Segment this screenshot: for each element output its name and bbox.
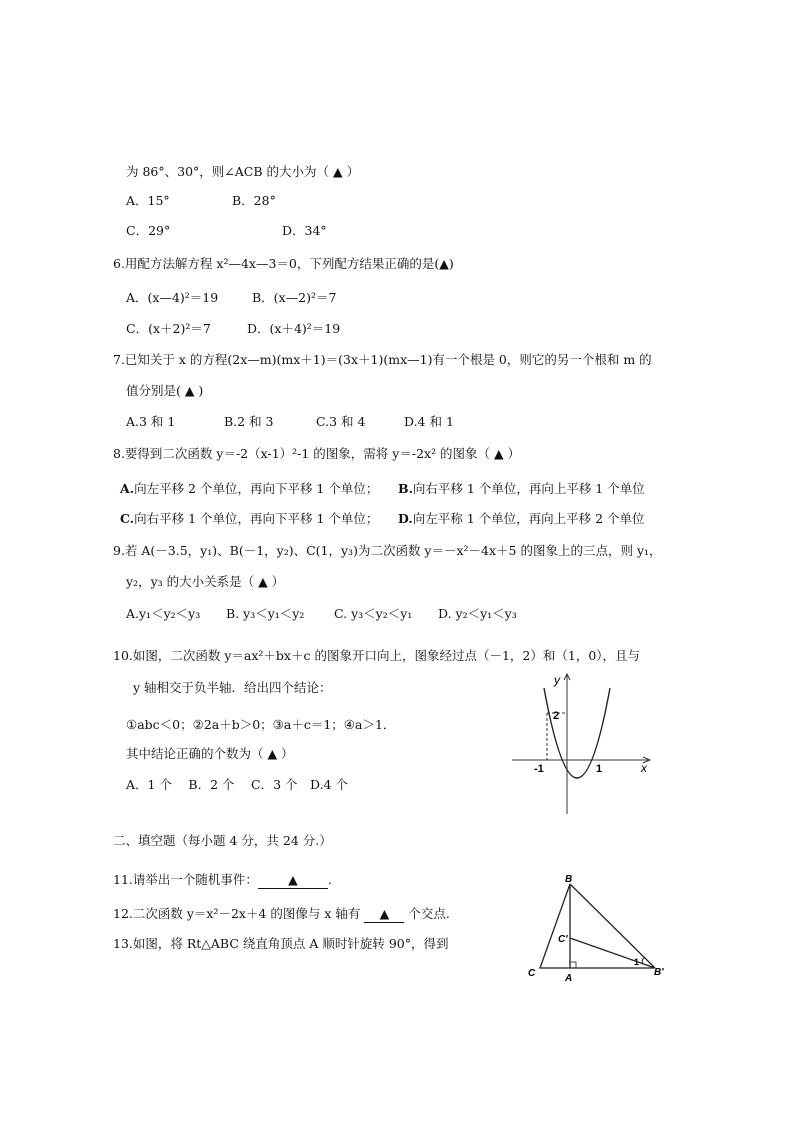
q7-stem: 7.已知关于 x 的方程(2x—m)(mx＋1)＝(3x＋1)(mx—1)有一个根是 0，则它的另一个根和 m 的 xyxy=(113,352,652,367)
q13-label-c: C xyxy=(528,968,536,979)
q10-ask: 其中结论正确的个数为（ ▲ ） xyxy=(126,746,294,761)
q13-label-angle-1: 1 xyxy=(634,957,640,967)
q8-option-a-letter: A. xyxy=(120,481,135,496)
q10-options: A．1 个 B．2 个 C．3 个 D.4 个 xyxy=(126,777,348,792)
q10-tick-neg1: -1 xyxy=(534,763,544,775)
q10-continuation: y 轴相交于负半轴．给出四个结论： xyxy=(133,680,332,695)
q13-label-b-prime: B' xyxy=(654,967,664,978)
q10-conclusions: ①abc＜0；②2a＋b＞0；③a＋c＝1；④a＞1． xyxy=(126,717,396,732)
q8-option-d xyxy=(398,511,645,527)
q9-stem: 9.若 A(－3.5，y₁)、B(－1，y₂)、C(1，y₃)为二次函数 y＝－x²－4x＋5 的图象上的三点，则 y₁， xyxy=(113,543,662,558)
q10-parabola-graph xyxy=(500,668,660,818)
q5-option-b: B．28° xyxy=(232,193,276,208)
q8-option-d-text: 向左平称 1 个单位，再向上平移 2 个单位 xyxy=(412,511,645,526)
q11-answer-blank[interactable]: ▲ xyxy=(258,872,328,889)
q13-label-a: A xyxy=(565,973,573,984)
q10-stem: 10.如图，二次函数 y＝ax²＋bx＋c 的图象开口向上，图象经过点（－1，2）和（1，0），且与 xyxy=(113,648,641,663)
q13-label-b: B xyxy=(565,874,573,885)
q8-option-b-letter: B. xyxy=(398,481,413,496)
q5-option-c: C．29° xyxy=(126,223,171,238)
q6-stem: 6.用配方法解方程 x²—4x—3＝0，下列配方结果正确的是(▲) xyxy=(113,256,454,271)
q9-option-c: C. y₃＜y₂＜y₁ xyxy=(334,606,413,621)
q7-option-b: B.2 和 3 xyxy=(224,414,274,429)
q7-option-c: C.3 和 4 xyxy=(316,414,366,429)
q12-line xyxy=(113,906,450,923)
q8-option-a-text: 向左平移 2 个单位，再向下平移 1 个单位； xyxy=(134,481,379,496)
q8-option-c xyxy=(120,511,378,527)
q8-option-a xyxy=(120,481,378,497)
q10-tick-2: 2 xyxy=(553,710,560,722)
q8-option-d-letter: D. xyxy=(398,511,413,526)
q12-stem: 12.二次函数 y＝x²－2x＋4 的图像与 x 轴有 xyxy=(113,906,361,921)
q12-answer-blank[interactable]: ▲ xyxy=(364,906,404,923)
q10-tick-1: 1 xyxy=(596,763,603,775)
q13-triangle-abc xyxy=(540,884,570,968)
q9-option-b: B. y₃＜y₁＜y₂ xyxy=(226,606,305,621)
q11-stem: 11.请举出一个随机事件： xyxy=(113,872,258,887)
q10-y-label: y xyxy=(554,673,560,687)
q8-option-c-text: 向右平移 1 个单位，再向下平移 1 个单位； xyxy=(134,511,379,526)
q6-option-d: D．(x＋4)²＝19 xyxy=(247,321,341,336)
q13-segment-bb1 xyxy=(570,884,655,968)
q7-option-a: A.3 和 1 xyxy=(126,414,176,429)
q8-option-c-letter: C. xyxy=(120,511,135,526)
q5-option-d: D．34° xyxy=(282,223,327,238)
q10-x-label: x xyxy=(641,761,647,775)
q11-line xyxy=(113,872,332,889)
q9-continuation: y₂，y₃ 的大小关系是（ ▲ ） xyxy=(126,574,285,589)
q8-option-b-text: 向右平移 1 个单位，再向上平移 1 个单位 xyxy=(412,481,645,496)
q6-option-a: A．(x—4)²＝19 xyxy=(126,290,219,305)
q5-option-a: A．15° xyxy=(126,193,170,208)
q11-end: . xyxy=(327,872,332,887)
section-2-heading: 二、填空题（每小题 4 分，共 24 分.） xyxy=(113,833,332,848)
q12-end: 个交点. xyxy=(408,906,450,921)
q8-option-b xyxy=(398,481,645,497)
q9-option-a: A.y₁＜y₂＜y₃ xyxy=(126,606,201,621)
q8-stem: 8.要得到二次函数 y＝-2（x-1）²-1 的图象，需将 y＝-2x² 的图象（ ▲ ） xyxy=(113,446,521,461)
q13-angle-1-arc xyxy=(642,958,644,964)
q6-option-c: C．(x＋2)²＝7 xyxy=(126,321,211,336)
q7-continuation: 值分别是( ▲ ) xyxy=(126,383,204,398)
q9-option-d: D. y₂＜y₁＜y₃ xyxy=(438,606,517,621)
q13-label-c-prime: C' xyxy=(558,934,568,945)
q13-right-angle-mark xyxy=(570,962,576,968)
q6-option-b: B．(x—2)²＝7 xyxy=(252,290,337,305)
q7-option-d: D.4 和 1 xyxy=(404,414,454,429)
q5-continuation: 为 86°、30°，则∠ACB 的大小为（ ▲ ） xyxy=(126,164,360,179)
q13-stem: 13.如图，将 Rt△ABC 绕直角顶点 A 顺时针旋转 90°，得到 xyxy=(113,936,449,951)
q13-rotation-figure xyxy=(520,872,680,984)
